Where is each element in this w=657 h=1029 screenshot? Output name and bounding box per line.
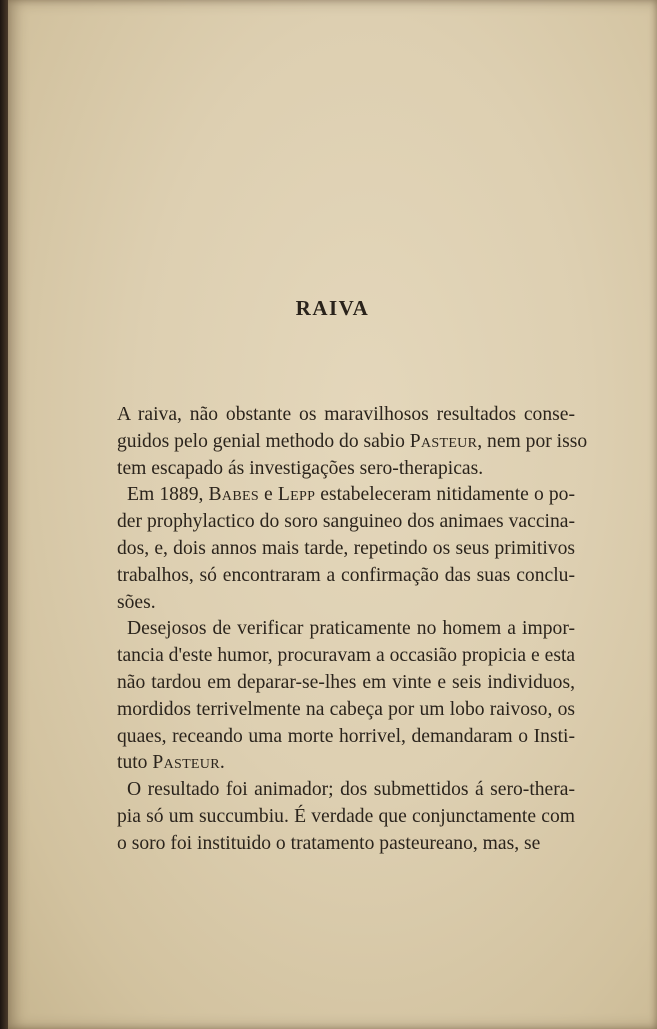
proper-name: Lepp <box>277 484 316 506</box>
text-line: O resultado foi animador; dos submettidos á sero-thera- <box>127 779 575 801</box>
text-line: Desejosos de verificar praticamente no homem a impor- <box>127 618 575 640</box>
text-line: tem escapado ás investigações sero-therapicas. <box>117 457 484 479</box>
body-text <box>117 402 588 858</box>
text-line: der prophylactico do soro sanguineo dos animaes vaccina- <box>117 511 575 533</box>
text-line: trabalhos, só encontraram a confirmação das suas conclu- <box>117 564 575 586</box>
text-line: tuto Pasteur. <box>117 752 225 774</box>
text-line: sões. <box>117 591 156 613</box>
text-line: não tardou em deparar-se-lhes em vinte e seis individuos, <box>117 671 575 693</box>
book-binding-edge <box>0 0 8 1029</box>
text-line: quaes, receando uma morte horrivel, demandaram o Insti- <box>117 725 575 747</box>
paragraph <box>117 482 575 616</box>
book-page <box>8 0 657 1029</box>
text-line: pia só um succumbiu. É verdade que conjunctamente com <box>117 805 575 827</box>
text-line: guidos pelo genial methodo do sabio Pasteur, nem por isso <box>117 430 588 452</box>
proper-name: Babes <box>208 484 259 506</box>
text-line: A raiva, não obstante os maravilhosos resultados conse- <box>117 404 575 425</box>
proper-name: Pasteur <box>409 430 478 452</box>
paragraph <box>117 777 575 857</box>
text-line: mordidos terrivelmente na cabeça por um lobo raivoso, os <box>117 698 575 720</box>
chapter-title: RAIVA <box>295 296 370 320</box>
text-line: o soro foi instituido o tratamento pasteureano, mas, se <box>117 832 541 854</box>
proper-name: Pasteur <box>152 752 220 774</box>
text-line: dos, e, dois annos mais tarde, repetindo os seus primitivos <box>117 537 575 559</box>
text-line: Em 1889, Babes e Lepp estabeleceram nitidamente o po- <box>127 484 576 506</box>
text-line: tancia d'este humor, procuravam a occasião propicia e esta <box>117 645 576 667</box>
paragraph <box>117 402 588 482</box>
paragraph <box>117 616 575 777</box>
